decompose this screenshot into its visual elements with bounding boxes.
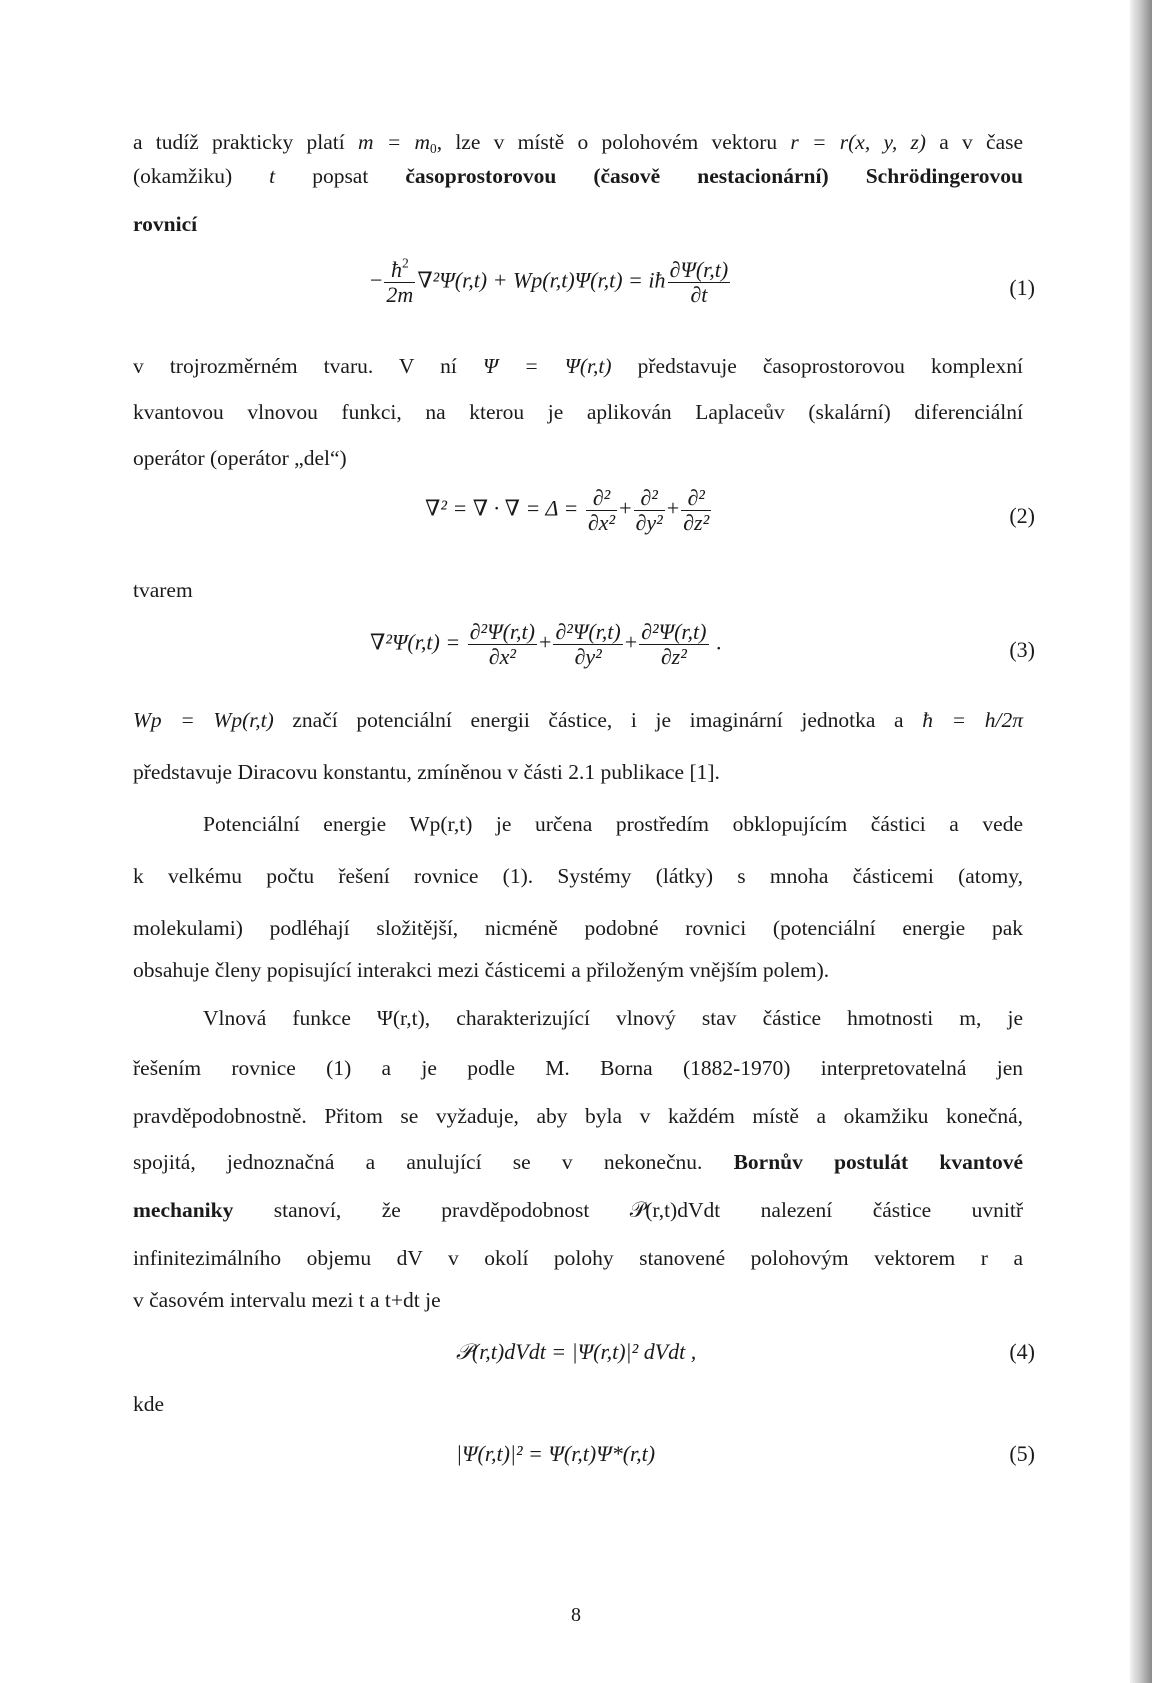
paragraph-5-line-4: spojitá, jednoznačná a anulující se v nekonečnu. Bornův postulát kvantové xyxy=(133,1150,1023,1174)
equation-4: 𝒫(r,t)dVdt = |Ψ(r,t)|² dVdt , xyxy=(456,1339,697,1364)
d2-dx2: $\frac{\text{∂²}}{\text{∂x²}}$ xyxy=(587,485,616,535)
equation-3: ∇²Ψ(r,t) = $\frac{\text{∂²Ψ(r,t)}}{\text{∂x²}}$ + $\frac{\text{∂²Ψ(r,t)}}{\text{∂y²}}$ + $\frac{\text{∂²Ψ(r,t)}}{\text{∂z²}}$ . xyxy=(370,619,722,669)
paragraph-5-line-7: v časovém intervalu mezi t a t+dt je xyxy=(133,1288,441,1312)
d2-dy2: $\frac{\text{∂²}}{\text{∂y²}}$ xyxy=(635,485,663,535)
d2psi-dz2: $\frac{\text{∂²Ψ(r,t)}}{\text{∂z²}}$ xyxy=(641,619,707,669)
equation-5-number: (5) xyxy=(1009,1441,1035,1466)
equation-4-number: (4) xyxy=(1009,1339,1035,1364)
hbar-over-2m: $\frac{ħ^2}{2m}$ xyxy=(386,255,414,307)
tvarem-label: tvarem xyxy=(133,578,193,602)
paragraph-2-line-2: kvantovou vlnovou funkci, na kterou je aplikován Laplaceův (skalární) diferenciální xyxy=(133,400,1023,424)
paragraph-4-line-2: k velkému počtu řešení rovnice (1). Systémy (látky) s mnoha částicemi (atomy, xyxy=(133,864,1023,888)
paragraph-5-line-3: pravděpodobnostně. Přitom se vyžaduje, aby byla v každém místě a okamžiku konečná, xyxy=(133,1104,1023,1128)
paragraph-3-line-1: Wp = Wp(r,t) značí potenciální energii částice, i je imaginární jednotka a ħ = h/2π xyxy=(133,708,1023,732)
paragraph-3-line-2: představuje Diracovu konstantu, zmíněnou v části 2.1 publikace [1]. xyxy=(133,760,720,784)
position-vector-expression: r = r(x, y, z) xyxy=(790,130,926,154)
paragraph-4-line-3: molekulami) podléhají složitější, nicméně podobné rovnici (potenciální energie pak xyxy=(133,916,1023,940)
paragraph-5-line-1: Vlnová funkce Ψ(r,t), charakterizující vlnový stav částice hmotnosti m, je xyxy=(203,1006,1023,1030)
d2-dz2: $\frac{\text{∂²}}{\text{∂z²}}$ xyxy=(683,485,710,535)
equation-3-number: (3) xyxy=(1009,637,1035,662)
equation-2: ∇² = ∇ · ∇ = Δ = $\frac{\text{∂²}}{\text{∂x²}}$ + $\frac{\text{∂²}}{\text{∂y²}}$ + $\frac{\text{∂²}}{\text{∂z²}}$ xyxy=(425,485,710,535)
paragraph-4-line-4: obsahuje členy popisující interakci mezi částicemi a přiloženým vnějším polem). xyxy=(133,958,830,982)
equation-2-number: (2) xyxy=(1009,503,1035,528)
paragraph-1-line-3: rovnicí xyxy=(133,212,198,236)
paragraph-1-line-2: (okamžiku) t popsat časoprostorovou (časově nestacionární) Schrödingerovou xyxy=(133,164,1023,188)
kde-label: kde xyxy=(133,1392,165,1416)
paragraph-4-line-1: Potenciální energie Wp(r,t) je určena prostředím obklopujícím částici a vede xyxy=(203,812,1023,836)
scan-edge-shadow xyxy=(1130,0,1152,1683)
d2psi-dy2: $\frac{\text{∂²Ψ(r,t)}}{\text{∂y²}}$ xyxy=(555,619,621,669)
d2psi-dx2: $\frac{\text{∂²Ψ(r,t)}}{\text{∂x²}}$ xyxy=(469,619,535,669)
paragraph-5-line-2: řešením rovnice (1) a je podle M. Borna (1882-1970) interpretovatelná jen xyxy=(133,1056,1023,1080)
time-derivative-fraction: $\frac{\partial\Psi(r,t)}{\partial t}$ xyxy=(669,257,729,307)
equation-5: |Ψ(r,t)|² = Ψ(r,t)Ψ*(r,t) xyxy=(456,1441,656,1466)
equation-1: − $\frac{ħ^2}{2m}$ ∇²Ψ(r,t) + Wp(r,t)Ψ(r,t) = iħ $\frac{\partial\Psi(r,t)}{\partial t}$ xyxy=(370,255,729,307)
page-number: 8 xyxy=(571,1604,581,1626)
paragraph-1-line-1: a tudíž prakticky platí $m = m_0$, lze v místě o polohovém vektoru r = r(x, y, z) a v čase xyxy=(133,130,1024,156)
paragraph-2-line-1: v trojrozměrném tvaru. V ní Ψ = Ψ(r,t) představuje časoprostorovou komplexní xyxy=(133,354,1023,378)
mass-expression: $m = m_0$ xyxy=(357,130,437,156)
paragraph-2-line-3: operátor (operátor „del“) xyxy=(133,446,347,470)
paragraph-5-line-6: infinitezimálního objemu dV v okolí polohy stanovené polohovým vektorem r a xyxy=(133,1246,1023,1270)
paragraph-5-line-5: mechaniky stanoví, že pravděpodobnost 𝒫(r,t)dVdt nalezení částice uvnitř xyxy=(133,1198,1023,1222)
equation-1-number: (1) xyxy=(1009,275,1035,300)
